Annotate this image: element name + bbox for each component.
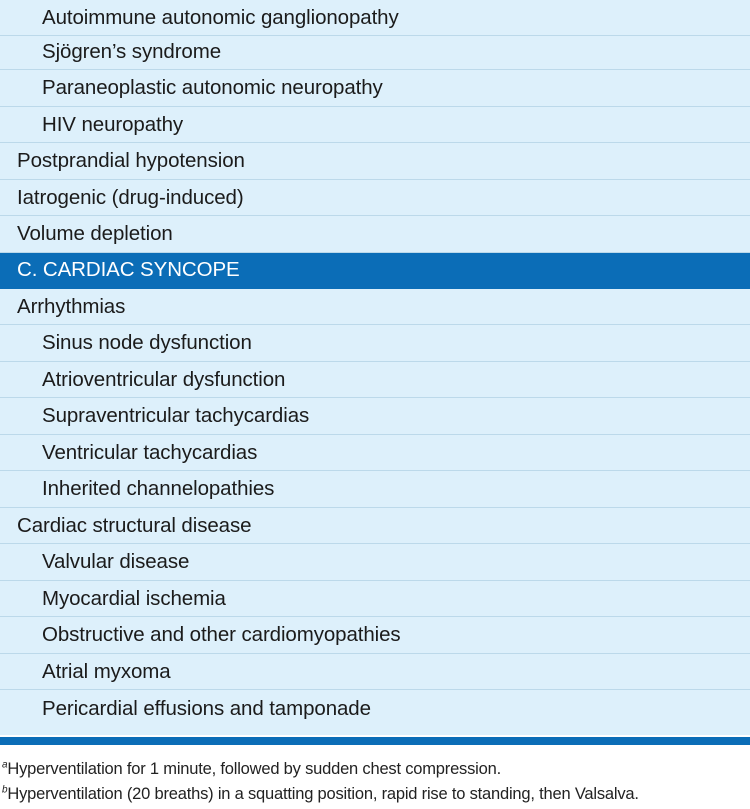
- row-label: Ventricular tachycardias: [42, 440, 258, 464]
- table-row: [0, 654, 750, 690]
- row-label: Atrioventricular dysfunction: [42, 367, 286, 391]
- row-label: Pericardial effusions and tamponade: [42, 696, 371, 720]
- table-row: [0, 691, 750, 727]
- table-row: [0, 472, 750, 508]
- table-row: [0, 618, 750, 654]
- table-row: [0, 289, 750, 325]
- row-label: Postprandial hypotension: [17, 149, 245, 173]
- table-row: [0, 581, 750, 617]
- table-row: [0, 144, 750, 180]
- row-label: Myocardial ischemia: [42, 586, 226, 610]
- row-label: HIV neuropathy: [42, 112, 184, 136]
- table-row: [0, 508, 750, 544]
- row-label: Inherited channelopathies: [42, 477, 275, 501]
- table-row: [0, 71, 750, 107]
- footnote-a: [2, 760, 748, 779]
- table-row: [0, 399, 750, 435]
- table-row: [0, 0, 750, 36]
- row-label: Iatrogenic (drug-induced): [17, 185, 244, 209]
- row-label: Atrial myxoma: [42, 659, 171, 683]
- footnote-b: [2, 785, 748, 804]
- section-header: [0, 253, 750, 289]
- table-row: [0, 545, 750, 581]
- row-label: Autoimmune autonomic ganglionopathy: [42, 5, 399, 29]
- row-label: Sinus node dysfunction: [42, 331, 252, 355]
- table-row: [0, 217, 750, 253]
- row-label: Obstructive and other cardiomyopathies: [42, 623, 401, 647]
- table-bottom-rule: [0, 737, 750, 745]
- table-row: [0, 180, 750, 216]
- row-label: Paraneoplastic autonomic neuropathy: [42, 76, 383, 100]
- footnote-marker: a: [2, 759, 8, 771]
- row-label: Valvular disease: [42, 550, 190, 574]
- table-row: [0, 435, 750, 471]
- section-header-label: C. CARDIAC SYNCOPE: [17, 258, 240, 282]
- row-label: Sjögren’s syndrome: [42, 39, 221, 63]
- table-row: [0, 34, 750, 70]
- table-row: [0, 107, 750, 143]
- table-row: [0, 326, 750, 362]
- footnote-text: Hyperventilation for 1 minute, followed by sudden chest compression.: [7, 760, 501, 778]
- row-label: Arrhythmias: [17, 294, 126, 318]
- row-label: Cardiac structural disease: [17, 513, 252, 537]
- row-label: Volume depletion: [17, 222, 173, 246]
- footnote-text: Hyperventilation (20 breaths) in a squatting position, rapid rise to standing, then Valsalva.: [7, 785, 639, 803]
- table-row: [0, 362, 750, 398]
- footnote-marker: b: [2, 784, 8, 796]
- row-label: Supraventricular tachycardias: [42, 404, 310, 428]
